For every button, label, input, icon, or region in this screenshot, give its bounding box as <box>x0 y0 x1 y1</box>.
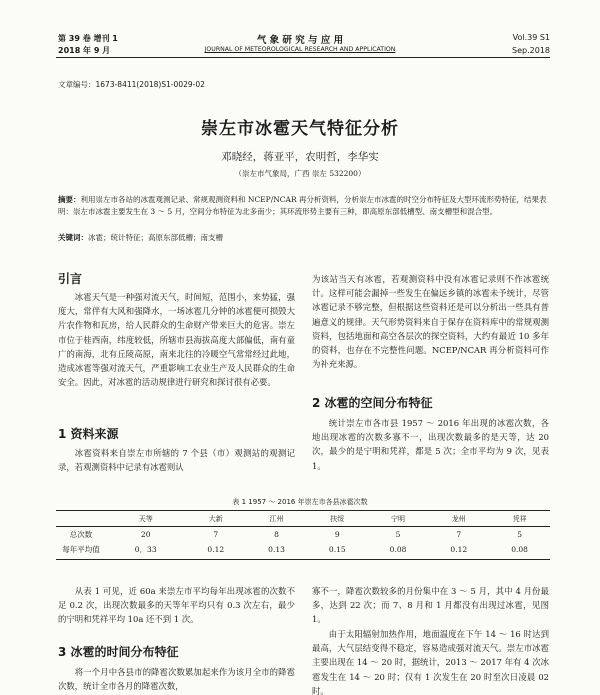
table-cell: 总次数 <box>69 530 93 539</box>
table-row <box>56 542 550 557</box>
table-header-cell: 龙州 <box>451 514 466 523</box>
section-1-body <box>58 446 295 474</box>
hail-count-table <box>56 511 550 557</box>
affiliation: （崇左市气象局，广西 崇左 532200） <box>234 169 366 178</box>
table-header-cell: 扶绥 <box>330 514 345 523</box>
right-last-body <box>312 627 549 695</box>
right-top-paragraph: 为该站当天有冰雹，若观测资料中没有冰雹记录则不作冰雹统计。这样可能会漏掉一些发生在偏远乡镇的冰雹未予统计，尽管冰雹记录不够完整，但根据这些资料还是可以分析出一些具有普遍意义的规律。天气形势资料来自于保存在资料库中的常规观测资料，包括地面和高空各层次的探空资料，大约有最近 10 多年的资料，也存在不完整性问题。NCEP/NCAR 再分析资料可作为补充来源。 <box>312 274 549 370</box>
table-header-cell: 天等 <box>138 514 153 523</box>
table-header-cell <box>56 511 106 527</box>
section-3-body <box>58 665 295 695</box>
header-date-en: Sep.2018 <box>512 46 550 55</box>
table-cell: 0.13 <box>268 545 285 554</box>
table-header-cell: 宁明 <box>391 514 406 523</box>
section-2-title: 2 冰雹的空间分布特征 <box>312 396 433 410</box>
table-cell: 7 <box>456 530 462 539</box>
table-cell: 0.08 <box>511 545 528 554</box>
section-3-title: 3 冰雹的时间分布特征 <box>58 645 179 659</box>
keywords <box>58 232 548 244</box>
header-rule <box>56 57 550 58</box>
section-intro-title: 引言 <box>58 272 83 286</box>
after-table-left <box>58 584 295 627</box>
right-last-paragraph: 由于太阳辐射加热作用，地面温度在下午 14 ～ 16 时达到最高，大气层结变得不稳定，容易造成强对流天气。崇左市冰雹主要出现在 14 ～ 20 时，据统计，2013 ～ 2017 年有 4 次冰雹发生在 14 ～ 20 时；仅有 1 次发生在 20 时至次日凌晨 02 时。 <box>312 629 549 695</box>
table-cell: 8 <box>274 530 279 539</box>
header-journal-en: JOURNAL OF METEOROLOGICAL RESEARCH AND APPLICATION <box>204 46 396 53</box>
keywords-text: 冰雹；统计特征；高原东部低槽；南支槽 <box>88 233 223 242</box>
abstract <box>58 194 548 218</box>
table-cell: 0．33 <box>134 545 157 554</box>
s1-paragraph: 冰雹资料来自崇左市所辖的 7 个县（市）观测站的观测记录，若观测资料中记录有冰雹则认 <box>58 448 295 473</box>
section-1-title: 1 资料来源 <box>58 427 119 441</box>
after-table-right-paragraph: 寡不一，降雹次数较多的月份集中在 3 ～ 5 月，其中 4 月份最多，达到 22 次；而 7、8 月和 1 月都没有出现过冰雹，见图 1。 <box>312 586 549 625</box>
table-cell: 20 <box>140 530 151 539</box>
author-list: 邓晓经，蒋亚平，农明哲，李华实 <box>221 151 379 163</box>
after-table-left-paragraph: 从表 1 可见，近 60a 来崇左市平均每年出现冰雹的次数不足 0.2 次，出现次数最多的天等年平均只有 0.3 次左右，最少的宁明和凭祥平均 10a 还不到 1 次。 <box>58 586 295 625</box>
table-header-row <box>56 511 550 527</box>
table-cell: 5 <box>395 530 401 539</box>
table-header-cell: 凭祥 <box>512 514 527 523</box>
table-bottom-rule <box>56 559 550 560</box>
table-cell: 0.08 <box>389 545 407 554</box>
table-cell: 0.12 <box>450 545 468 554</box>
keywords-label: 关键词： <box>58 233 88 242</box>
s2-paragraph: 统计崇左市各市县 1957 ～ 2016 年出现的冰雹次数，各地出现冰雹的次数多寡不一，出现次数最多的是天等，达 20 次，最少的是宁明和凭祥，都是 5 次；全市平均为 9 次，见表 1。 <box>312 418 549 471</box>
table-caption: 表 1 1957 ～ 2016 年崇左市各县冰雹次数 <box>232 498 368 506</box>
right-column-top <box>312 272 549 371</box>
header-vol-en: Vol.39 S1 <box>512 33 550 42</box>
paper-title: 崇左市冰雹天气特征分析 <box>201 119 399 139</box>
table-row <box>56 527 550 543</box>
header-vol-issue: 第 39 卷 增刊 1 <box>58 34 118 43</box>
intro-paragraph: 冰雹天气是一种强对流天气，时间短，范围小，来势猛，强度大，常伴有大风和强降水，一场冰雹几分钟的冰雹便可损毁大片农作物和瓦房，给人民群众的生命财产带来巨大的危害。崇左市位于桂西南，纬度较低，所辖市县海拔高度大部偏低，南有童广的南海，北有丘陵高原，南来北往的冷暖空气常常经过此地，造成冰雹等强对流天气，严重影响工农业生产及人民群众的生命安全。因此，对冰雹的活动规律进行研究和探讨很有必要。 <box>58 292 295 388</box>
table-cell: 0.15 <box>328 545 346 554</box>
article-number: 文章编号：1673-8411(2018)S1-0029-02 <box>58 80 205 89</box>
table-cell: 9 <box>334 530 340 539</box>
table-cell: 5 <box>517 530 522 539</box>
abstract-text: 利用崇左市各站的冰雹观测记录、常规观测资料和 NCEP/NCAR 再分析资料，分析崇左市冰雹的时空分布特征及大型环流形势特征，结果表明：崇左市冰雹主要发生在 3 ～ 5 月，空间分布特征为北多南少；其环流形势主要有三种，即高原东部低槽型、南支槽型和混合型。 <box>58 195 547 216</box>
after-table-right <box>312 584 549 627</box>
table-header-cell: 大新 <box>208 514 223 523</box>
table-cell: 7 <box>213 530 219 539</box>
section-2-body <box>312 416 549 473</box>
table-cell: 每年平均值 <box>62 545 100 554</box>
s3-paragraph: 将一个月中各县市的降雹次数累加起来作为该月全市的降雹次数，统计全市各月的降雹次数， <box>58 667 295 692</box>
header-date-cn: 2018 年 9 月 <box>58 46 111 55</box>
table-cell: 0.12 <box>207 545 225 554</box>
abstract-label: 摘要： <box>58 195 81 204</box>
header-journal-cn: 气 象 研 究 与 应 用 <box>256 35 344 46</box>
table-header-cell: 江州 <box>269 514 284 523</box>
section-intro-body <box>58 290 295 389</box>
